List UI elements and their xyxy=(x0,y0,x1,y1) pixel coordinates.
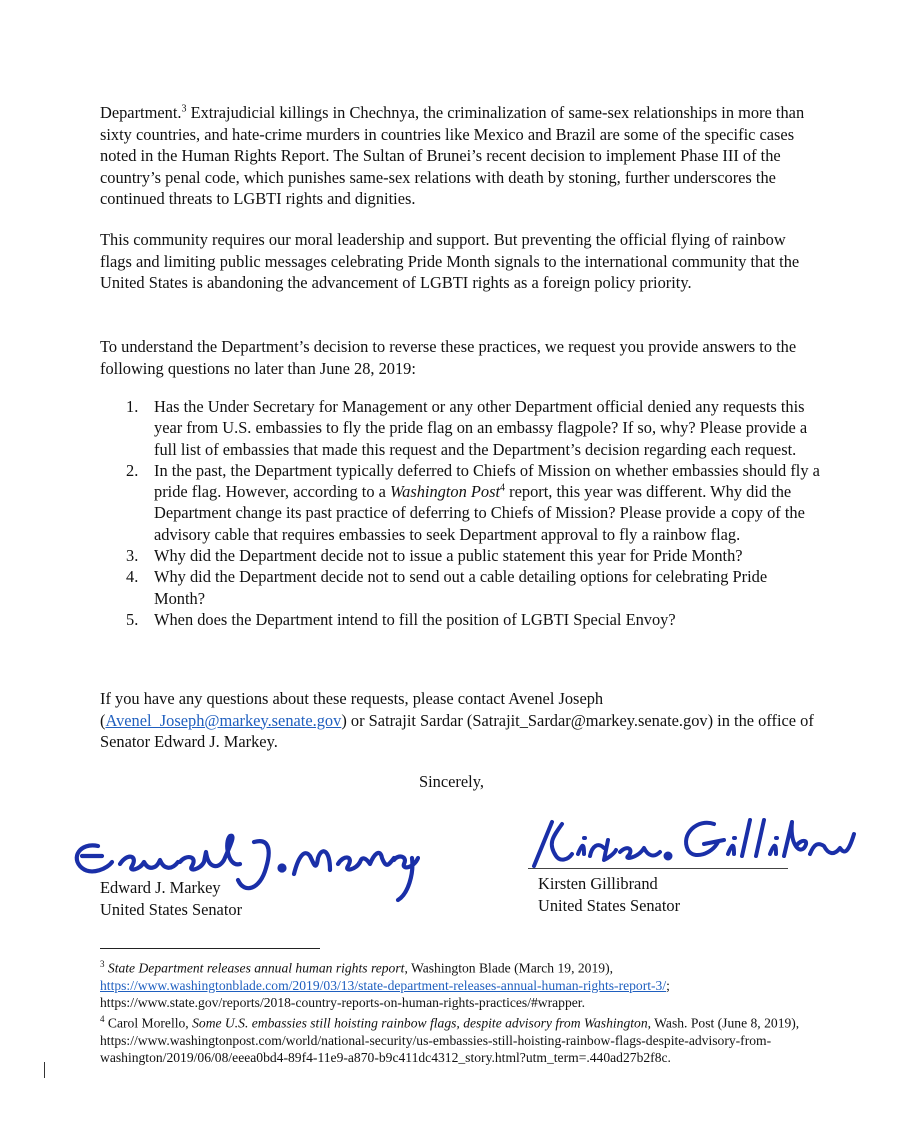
question-text: Has the Under Secretary for Management or any other Department official denied any requests this year from U.S. embassies to fly the pride flag on an embassy flagpole? If so, why? Please provide a full list of embassies that made this request and the Department’s decision regarding each request. xyxy=(154,397,808,459)
question-number: 1. xyxy=(126,397,139,416)
signature-gillibrand xyxy=(528,814,858,872)
question-text: Why did the Department decide not to send out a cable detailing options for celebrating Pride Month? xyxy=(154,567,768,608)
signer-name: Edward J. Markey xyxy=(100,878,221,897)
signer-name: Kirsten Gillibrand xyxy=(538,874,658,893)
question-item xyxy=(126,609,820,630)
footnote-4 xyxy=(100,1011,820,1066)
question-text: report, this year was different. Why did the Department change its past practice of deferring to Chiefs of Mission? Please provide a copy of the advisory cable that requires embassies to seek Department approval to fly a rainbow flag. xyxy=(154,482,805,544)
publication-name: Washington Post xyxy=(390,482,501,502)
question-item xyxy=(126,460,820,545)
footnote-3 xyxy=(100,956,820,1011)
question-item xyxy=(126,396,820,460)
question-text: In the past, the Department typically deferred to Chiefs of Mission on whether embassies should fly a pride flag. However, according to a xyxy=(154,460,820,502)
question-number: 2. xyxy=(126,460,139,480)
footnote-ref-3[interactable]: 3 xyxy=(181,103,187,115)
signer-block-markey xyxy=(100,877,242,921)
signer-title: United States Senator xyxy=(538,896,681,915)
question-item xyxy=(126,545,820,566)
questions-list xyxy=(126,396,820,630)
footnotes xyxy=(100,956,820,1066)
question-number: 3. xyxy=(126,546,139,566)
signer-title: United States Senator xyxy=(100,900,243,919)
footnote-number: 3 xyxy=(100,959,105,969)
signer-block-gillibrand xyxy=(538,873,680,917)
paragraph-moral-leadership: This community requires our moral leadership and support. But preventing the official flying of rainbow flags and limiting public messages celebrating Pride Month signals to the international community that the United States is abandoning the advancement of LGBTI rights as a foreign policy priority. xyxy=(100,230,800,292)
footnote-title: State Department releases annual human rights report xyxy=(107,960,405,976)
paragraph-text: Department. xyxy=(100,103,182,122)
footnote-title: Some U.S. embassies still hoisting rainbow flags, despite advisory from Washington xyxy=(192,1015,648,1031)
paragraph-text: Extrajudicial killings in Chechnya, the criminalization of same-sex relationships in more than sixty countries, and hate-crime murders in countries like Mexico and Brazil are some of the specific cases noted in the Human Rights Report. The Sultan of Brunei’s recent decision to implement Phase III of the country’s penal code, which punishes same-sex relations with death by stoning, further underscores the continued threats to LGBTI rights and dignities. xyxy=(100,103,805,208)
email-link-avenel[interactable]: Avenel_Joseph@markey.senate.gov xyxy=(105,710,342,730)
margin-mark xyxy=(44,1062,45,1078)
contact-text: ) or Satrajit Sardar (Satrajit_Sardar@markey.senate.gov) in the office of Senator Edward J. Markey. xyxy=(100,710,814,751)
footnote-source: , Wash. Post (June 8, 2019), https://www.washingtonpost.com/world/national-security/us-embassies-still-hoisting-rainbow-flags-despite-advisory-from-washington/2019/06/08/eeea0bd4-89f4-11e9-a870-b9c411dc4312_story.html?utm_term=.440ad27b2f8c. xyxy=(100,1015,800,1066)
question-number: 4. xyxy=(126,567,139,587)
footnote-url: https://www.state.gov/reports/2018-country-reports-on-human-rights-practices/#wrapper. xyxy=(100,994,585,1010)
footnote-number: 4 xyxy=(100,1014,105,1025)
contact-text: If you have any questions about these requests, please contact Avenel Joseph ( xyxy=(100,689,604,730)
question-item xyxy=(126,566,820,609)
question-number: 5. xyxy=(126,609,139,629)
footnote-source: , Washington Blade (March 19, 2019), xyxy=(404,960,614,976)
signature-line xyxy=(528,868,788,869)
question-text: Why did the Department decide not to issue a public statement this year for Pride Month? xyxy=(154,546,743,566)
footnote-punct: ; xyxy=(666,977,670,993)
closing-salutation: Sincerely, xyxy=(419,772,484,791)
paragraph-request: To understand the Department’s decision to reverse these practices, we request you provide answers to the following questions no later than June 28, 2019: xyxy=(100,337,797,378)
footnote-author: Carol Morello, xyxy=(104,1015,193,1031)
footnote-ref-4[interactable]: 4 xyxy=(500,482,506,494)
paragraph-contact xyxy=(100,688,818,753)
footnote-url-link[interactable]: https://www.washingtonblade.com/2019/03/13/state-department-releases-annual-human-rights-report-3/ xyxy=(100,977,667,993)
question-text: When does the Department intend to fill the position of LGBTI Special Envoy? xyxy=(154,609,676,629)
paragraph-human-rights xyxy=(100,102,818,210)
footnote-divider xyxy=(100,948,320,949)
